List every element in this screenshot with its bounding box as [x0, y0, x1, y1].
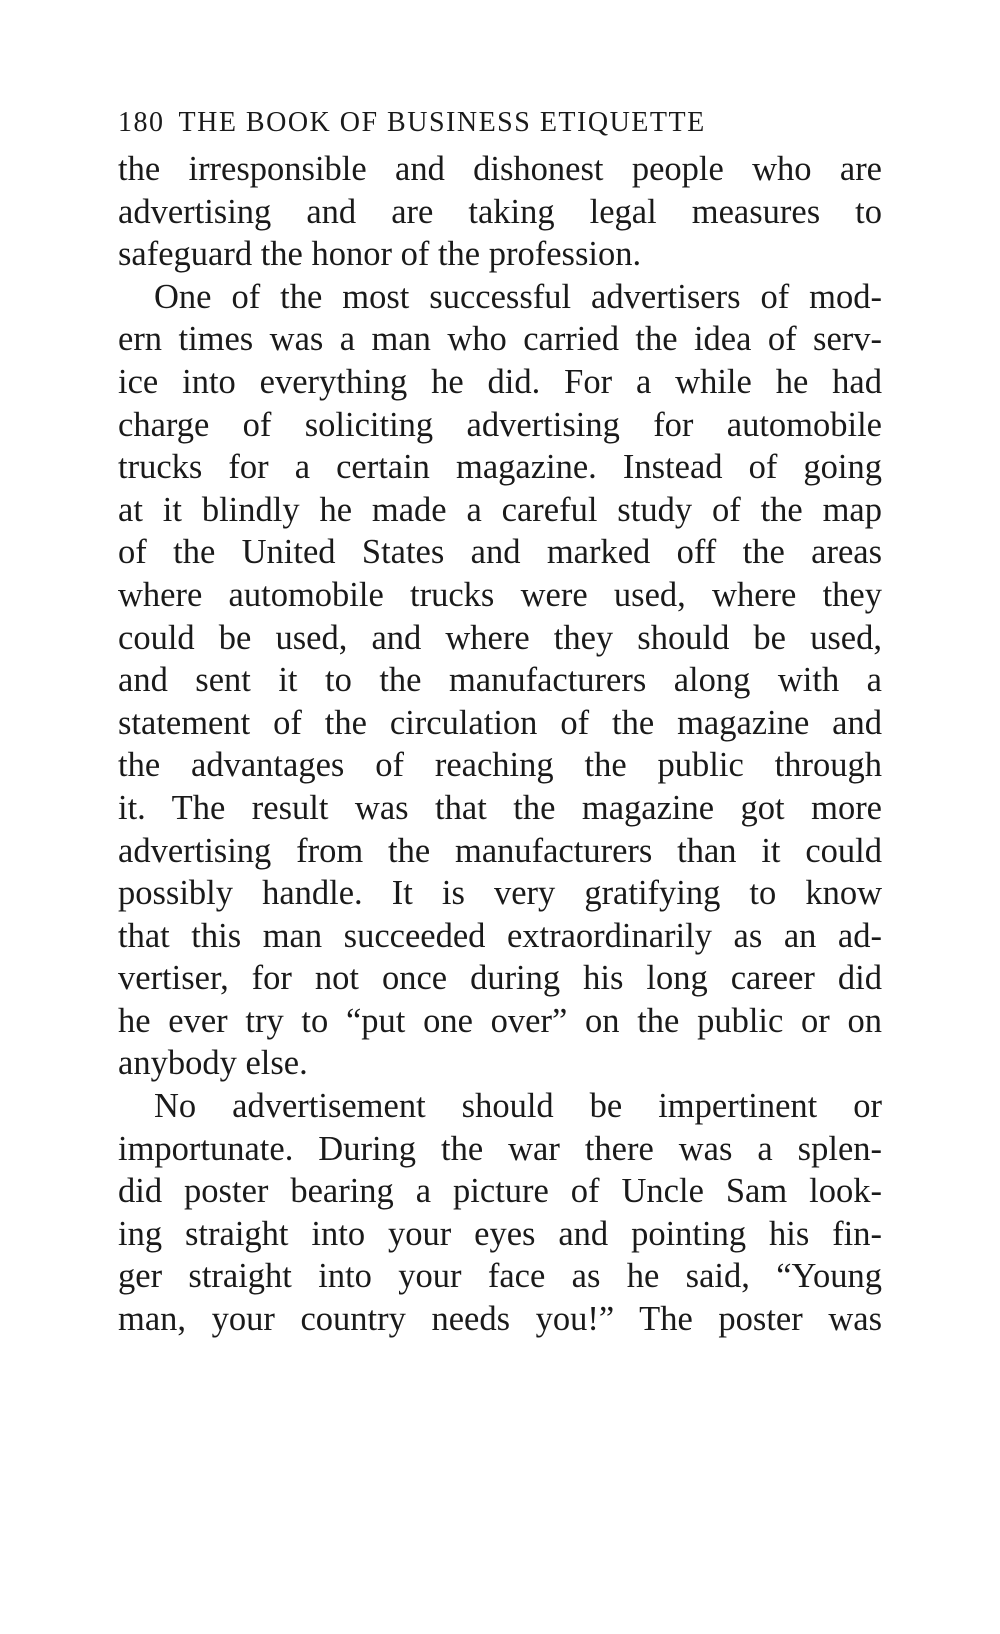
text-line: safeguard the honor of the profession. — [118, 235, 642, 274]
text-line: of the United States and marked off the areas — [118, 533, 882, 572]
text-line: charge of soliciting advertising for automobile — [118, 405, 882, 444]
text-line: it. The result was that the magazine got more — [118, 788, 882, 827]
text-line: statement of the circulation of the magazine and — [118, 703, 882, 742]
text-line: anybody else. — [118, 1044, 308, 1083]
running-head — [118, 100, 882, 146]
text-line: ger straight into your face as he said, “Young — [118, 1257, 882, 1296]
text-line: ing straight into your eyes and pointing his fin- — [118, 1214, 882, 1253]
text-line: the irresponsible and dishonest people who are — [118, 150, 882, 188]
text-line: One of the most successful advertisers of mod- — [154, 277, 882, 316]
text-line: possibly handle. It is very gratifying to know — [118, 874, 882, 913]
text-line: advertising from the manufacturers than it could — [118, 831, 882, 870]
text-line: where automobile trucks were used, where they — [118, 575, 882, 614]
body-text — [118, 148, 882, 1341]
text-line: trucks for a certain magazine. Instead of going — [118, 448, 882, 487]
paragraph-3 — [118, 1085, 882, 1341]
text-line: did poster bearing a picture of Uncle Sam look- — [118, 1172, 882, 1211]
page-number: 180 — [118, 107, 165, 138]
book-page — [118, 100, 882, 1341]
text-line: he ever try to “put one over” on the public or on — [118, 1001, 882, 1040]
text-line: and sent it to the manufacturers along with a — [118, 661, 882, 700]
text-line: No advertisement should be impertinent or — [154, 1087, 882, 1126]
text-line: could be used, and where they should be used, — [118, 618, 882, 657]
text-line: the advantages of reaching the public through — [118, 746, 882, 785]
text-line: man, your country needs you!” The poster was — [118, 1300, 882, 1339]
text-line: at it blindly he made a careful study of the map — [118, 490, 882, 529]
text-line: that this man succeeded extraordinarily as an ad- — [118, 916, 882, 955]
text-line: vertiser, for not once during his long career did — [118, 959, 882, 998]
text-line: importunate. During the war there was a splen- — [118, 1129, 882, 1168]
text-line: advertising and are taking legal measures to — [118, 192, 882, 231]
paragraph-1 — [118, 148, 882, 276]
paragraph-2 — [118, 276, 882, 1085]
text-line: ern times was a man who carried the idea of serv- — [118, 320, 882, 359]
running-title: THE BOOK OF BUSINESS ETIQUETTE — [178, 107, 706, 138]
text-line: ice into everything he did. For a while he had — [118, 362, 882, 401]
